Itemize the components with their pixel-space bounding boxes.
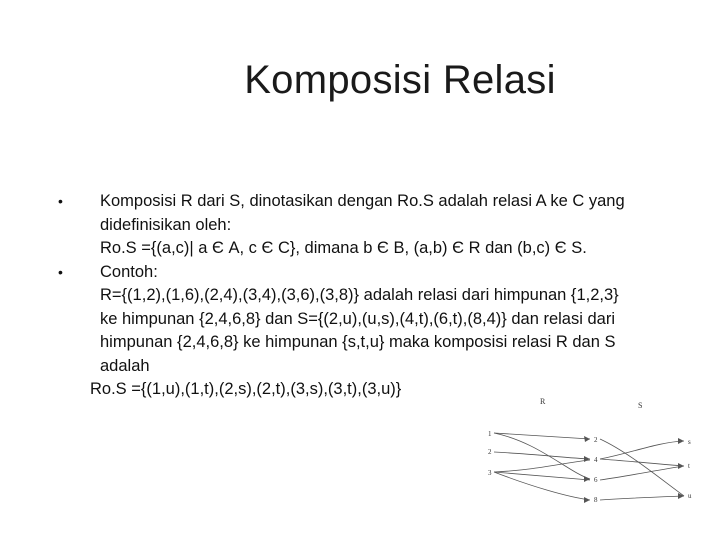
set-c-item-s: s (688, 438, 691, 446)
edge-3-6 (494, 472, 590, 480)
set-b-item-2: 2 (594, 436, 598, 444)
edge-1-2 (494, 433, 590, 439)
relation-diagram-svg (478, 392, 718, 540)
example-label: Contoh: (100, 262, 158, 281)
example-line-row-5 (70, 355, 690, 379)
definition-formula: Ro.S ={(a,c)| a Є A, c Є C}, dimana b Є B, (a,b) Є R dan (b,c) Є S. (100, 239, 587, 257)
example-line-4: himpunan {2,4,6,8} ke himpunan {s,t,u} maka komposisi relasi R dan S (100, 333, 616, 351)
set-a-item-3: 3 (488, 469, 492, 477)
set-c-item-u: u (688, 492, 692, 500)
arrowhead-icon (584, 456, 590, 462)
set-b-item-8: 8 (594, 496, 598, 504)
set-c-item-t: t (688, 462, 690, 470)
definition-line-1: Komposisi R dari S, dinotasikan dengan Ro.S adalah relasi A ke C yang (100, 192, 625, 210)
edge-6-t (600, 466, 684, 480)
edge-3-4 (494, 460, 590, 472)
example-line-2: R={(1,2),(1,6),(2,4),(3,4),(3,6),(3,8)} adalah relasi dari himpunan {1,2,3} (100, 286, 619, 304)
set-b-item-4: 4 (594, 456, 598, 464)
example-line-row-2 (70, 284, 690, 308)
definition-line-row-3 (70, 237, 690, 261)
arrowhead-icon (584, 436, 590, 442)
slide-body (58, 190, 690, 402)
arrowhead-icon (584, 497, 590, 503)
composition-result: Ro.S ={(1,u),(1,t),(2,s),(2,t),(3,s),(3,t),(3,u)} (90, 380, 402, 398)
edge-2-u (600, 439, 684, 496)
set-a-item-1: 1 (488, 430, 492, 438)
edge-4-s (600, 441, 684, 459)
definition-line-2: didefinisikan oleh: (100, 215, 232, 234)
edge-2-4 (494, 452, 590, 459)
arrowhead-icon (584, 476, 590, 482)
example-line-5: adalah (100, 356, 150, 375)
example-line-3: ke himpunan {2,4,6,8} dan S={(2,u),(u,s),(4,t),(6,t),(8,4)} dan relasi dari (100, 309, 615, 328)
diagram-label-s: S (638, 401, 643, 410)
set-b-item-6: 6 (594, 476, 598, 484)
bullet-definition (58, 190, 690, 214)
definition-line-row-2 (70, 214, 690, 238)
relation-diagram (478, 392, 718, 540)
bullet-example (58, 261, 690, 285)
arrowhead-icon (678, 463, 684, 469)
edge-8-u (600, 496, 684, 500)
set-a-item-2: 2 (488, 448, 492, 456)
edge-1-6 (494, 433, 590, 479)
slide-title: Komposisi Relasi (244, 58, 556, 102)
bullet-icon: • (58, 193, 63, 209)
arrowhead-icon (678, 438, 684, 444)
diagram-label-r: R (540, 397, 546, 406)
example-line-row-3 (70, 308, 690, 332)
example-line-row-4 (70, 331, 690, 355)
bullet-icon: • (58, 263, 63, 280)
